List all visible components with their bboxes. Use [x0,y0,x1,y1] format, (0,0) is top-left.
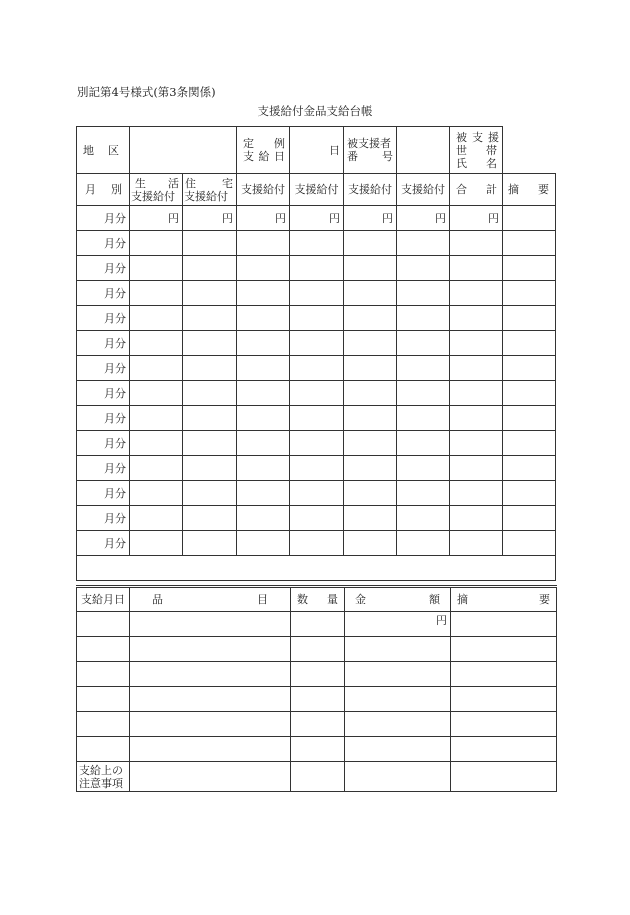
label-char: 品 [152,593,163,606]
amount-cell[interactable] [290,506,344,531]
remarks-header [503,174,556,206]
goods-cell[interactable] [451,637,557,662]
yen-unit: 円 [435,211,446,225]
amount-cell[interactable] [130,481,183,506]
amount-cell[interactable] [183,231,237,256]
month-suffix: 月分 [104,536,126,550]
blank-separator-row [77,556,556,581]
amount-cell[interactable] [130,506,183,531]
day-label: 日 [329,143,340,157]
amount-cell[interactable] [503,456,556,481]
month-label-cell[interactable] [77,206,130,231]
month-suffix: 月分 [104,486,126,500]
month-label-cell[interactable] [77,506,130,531]
amount-cell[interactable] [450,531,503,556]
goods-cell[interactable] [77,687,130,712]
label-char: 別 [111,183,122,196]
header-label: 支給月日 [81,593,125,606]
amount-cell[interactable] [450,256,503,281]
support-label: 支援給付 [294,183,339,196]
support-label: 支援給付 [184,189,228,203]
goods-cell[interactable] [130,712,291,737]
month-label-cell[interactable] [77,456,130,481]
label-char: 支 [243,150,254,163]
amount-cell[interactable] [503,306,556,331]
month-suffix: 月分 [104,511,126,525]
amount-cell[interactable] [237,481,290,506]
amount-cell[interactable] [183,506,237,531]
label-char: 活 [168,176,179,190]
amount-cell[interactable] [397,281,450,306]
amount-cell[interactable] [397,206,450,231]
amount-cell[interactable] [503,406,556,431]
amount-cell[interactable] [130,331,183,356]
label-char: 要 [539,593,550,606]
amount-cell[interactable] [130,381,183,406]
amount-cell[interactable] [503,481,556,506]
amount-cell[interactable] [183,331,237,356]
support-header [397,174,450,206]
amount-cell[interactable] [237,206,290,231]
monthly-rows [77,206,556,556]
amount-cell[interactable] [183,431,237,456]
amount-cell[interactable] [237,431,290,456]
ledger-table [76,126,556,581]
goods-cell[interactable] [451,687,557,712]
amount-cell[interactable] [130,256,183,281]
label-char: 宅 [222,176,233,190]
amount-cell[interactable] [290,306,344,331]
goods-cell[interactable] [130,637,291,662]
label-char: 摘 [508,183,519,196]
recipient-label: 被支援者 [347,137,391,150]
amount-cell[interactable] [290,356,344,381]
goods-cell[interactable] [345,612,451,637]
amount-cell[interactable] [344,356,397,381]
district-char: 区 [108,143,119,157]
goods-remarks-header [451,587,557,612]
amount-cell[interactable] [237,381,290,406]
column-header-row [77,174,556,206]
support-label: 支援給付 [241,183,285,196]
amount-cell[interactable] [503,281,556,306]
goods-cell[interactable] [291,737,345,762]
goods-header-row [77,587,557,612]
amount-cell[interactable] [450,231,503,256]
label-char: 氏 [456,156,467,170]
month-row [77,381,556,406]
goods-cell[interactable] [291,712,345,737]
goods-row [77,662,557,687]
amount-cell[interactable] [450,381,503,406]
goods-cell[interactable] [130,737,291,762]
document-title: 支援給付金品支給台帳 [257,104,373,118]
label-char: 号 [382,150,393,163]
amount-cell[interactable] [130,356,183,381]
amount-cell[interactable] [290,231,344,256]
month-row [77,206,556,231]
label-char: 要 [538,183,549,196]
month-row [77,356,556,381]
month-suffix: 月分 [104,211,126,225]
month-label-cell[interactable] [77,231,130,256]
amount-cell[interactable] [183,531,237,556]
item-header [130,587,291,612]
month-suffix: 月分 [104,436,126,450]
label-char: 量 [327,593,338,606]
goods-cell[interactable] [345,637,451,662]
goods-cell[interactable] [77,637,130,662]
amount-cell[interactable] [450,431,503,456]
amount-cell[interactable] [344,431,397,456]
amount-cell[interactable] [344,281,397,306]
amount-cell[interactable] [237,331,290,356]
amount-cell[interactable] [397,306,450,331]
amount-cell[interactable] [130,456,183,481]
amount-cell[interactable] [130,306,183,331]
amount-cell[interactable] [503,506,556,531]
month-row [77,506,556,531]
amount-cell[interactable] [397,356,450,381]
amount-cell[interactable] [130,531,183,556]
month-row [77,281,556,306]
month-suffix: 月分 [104,411,126,425]
amount-cell[interactable] [290,281,344,306]
month-suffix: 月分 [104,311,126,325]
goods-rows [77,612,557,762]
amount-cell[interactable] [344,456,397,481]
support-label: 支援給付 [401,183,445,196]
goods-cell[interactable] [291,687,345,712]
amount-header [345,587,451,612]
notes-cell[interactable] [130,762,291,792]
label-char: 支 [472,130,483,144]
amount-cell[interactable] [450,206,503,231]
label-char: 名 [486,156,497,170]
amount-cell[interactable] [290,256,344,281]
label-char: 給 [258,150,270,163]
goods-cell[interactable] [451,737,557,762]
quantity-header [291,587,345,612]
total-header [450,174,503,206]
regular-payday-label-cell [237,127,290,174]
notes-label: 注意事項 [79,776,123,790]
yen-unit: 円 [382,211,393,225]
amount-cell[interactable] [183,381,237,406]
amount-cell[interactable] [237,356,290,381]
amount-cell[interactable] [344,256,397,281]
amount-cell[interactable] [130,206,183,231]
notes-cell[interactable] [345,762,451,792]
label-char: 日 [274,150,285,163]
month-suffix: 月分 [104,386,126,400]
label-char: 目 [257,593,268,606]
amount-cell[interactable] [183,356,237,381]
goods-cell[interactable] [451,712,557,737]
goods-cell[interactable] [451,612,557,637]
yen-unit: 円 [275,211,286,225]
month-label-cell[interactable] [77,531,130,556]
amount-cell[interactable] [344,331,397,356]
month-label-cell[interactable] [77,481,130,506]
amount-cell[interactable] [450,306,503,331]
district-char: 地 [83,143,94,157]
goods-cell[interactable] [345,687,451,712]
amount-cell[interactable] [450,506,503,531]
label-char: 番 [347,150,358,163]
amount-cell[interactable] [450,331,503,356]
amount-cell[interactable] [397,506,450,531]
month-row [77,481,556,506]
month-suffix: 月分 [104,261,126,275]
month-label-cell[interactable] [77,406,130,431]
amount-cell[interactable] [237,281,290,306]
month-label-cell[interactable] [77,381,130,406]
amount-cell[interactable] [183,481,237,506]
amount-cell[interactable] [503,331,556,356]
amount-cell[interactable] [344,506,397,531]
label-char: 金 [355,593,366,606]
district-value-cell[interactable] [130,127,237,174]
label-char: 援 [488,130,499,144]
label-char: 定 [243,137,254,150]
form-label: 別記第4号様式(第3条関係) [77,85,216,99]
amount-cell[interactable] [130,406,183,431]
month-suffix: 月分 [104,286,126,300]
label-char: 月 [85,183,96,196]
amount-cell[interactable] [397,331,450,356]
amount-cell[interactable] [290,406,344,431]
amount-cell[interactable] [130,231,183,256]
amount-cell[interactable] [344,406,397,431]
amount-cell[interactable] [290,206,344,231]
goods-table [76,585,557,792]
amount-cell[interactable] [290,381,344,406]
amount-cell[interactable] [397,406,450,431]
month-label-cell[interactable] [77,356,130,381]
yen-unit: 円 [488,211,499,225]
amount-cell[interactable] [130,281,183,306]
amount-cell[interactable] [183,206,237,231]
goods-row [77,737,557,762]
month-row [77,331,556,356]
amount-cell[interactable] [237,256,290,281]
amount-cell[interactable] [237,406,290,431]
yen-unit: 円 [168,211,179,225]
notes-row [77,762,557,792]
goods-cell[interactable] [77,737,130,762]
amount-cell[interactable] [344,381,397,406]
month-label-cell[interactable] [77,306,130,331]
month-label-cell[interactable] [77,281,130,306]
housing-support-header [183,174,237,206]
payment-date-header [77,587,130,612]
amount-cell[interactable] [183,456,237,481]
goods-cell[interactable] [291,637,345,662]
recipient-number-label-cell [344,127,397,174]
goods-row [77,712,557,737]
amount-cell[interactable] [290,431,344,456]
month-row [77,256,556,281]
label-char: 摘 [457,593,468,606]
amount-cell[interactable] [290,331,344,356]
amount-cell[interactable] [450,281,503,306]
amount-cell[interactable] [183,306,237,331]
month-row [77,531,556,556]
amount-cell[interactable] [450,356,503,381]
living-support-header [130,174,183,206]
amount-cell[interactable] [397,531,450,556]
yen-unit: 円 [436,614,447,627]
amount-cell[interactable] [237,231,290,256]
yen-unit: 円 [329,211,340,225]
amount-cell[interactable] [503,256,556,281]
amount-cell[interactable] [397,481,450,506]
label-char: 額 [429,593,440,606]
goods-cell[interactable] [77,662,130,687]
label-char: 数 [297,593,308,606]
amount-cell[interactable] [397,431,450,456]
label-char: 計 [486,183,497,196]
amount-cell[interactable] [344,481,397,506]
amount-cell[interactable] [237,506,290,531]
label-char: 例 [274,137,285,150]
goods-cell[interactable] [345,662,451,687]
month-suffix: 月分 [104,336,126,350]
goods-cell[interactable] [345,712,451,737]
amount-cell[interactable] [183,256,237,281]
month-label-cell[interactable] [77,256,130,281]
label-char: 世 [456,143,467,157]
amount-cell[interactable] [503,531,556,556]
regular-payday-value-cell[interactable] [290,127,344,174]
label-char: 被 [456,130,467,144]
notes-label: 支給上の [79,763,123,777]
label-char: 生 [135,176,146,190]
notes-cell[interactable] [451,762,557,792]
label-char: 帯 [486,143,497,157]
recipient-number-value-cell[interactable] [397,127,450,174]
household-name-label-cell [450,127,503,174]
month-suffix: 月分 [104,361,126,375]
notes-label-cell [77,762,130,792]
month-header [77,174,130,206]
amount-cell[interactable] [237,456,290,481]
goods-cell[interactable] [130,612,291,637]
amount-cell[interactable] [290,531,344,556]
amount-cell[interactable] [344,306,397,331]
goods-row [77,612,557,637]
month-label-cell[interactable] [77,331,130,356]
amount-cell[interactable] [130,431,183,456]
goods-cell[interactable] [130,687,291,712]
amount-cell[interactable] [344,531,397,556]
header-row [77,127,556,174]
amount-cell[interactable] [503,206,556,231]
month-row [77,306,556,331]
amount-cell[interactable] [397,456,450,481]
support-header [290,174,344,206]
amount-cell[interactable] [397,381,450,406]
month-label-cell[interactable] [77,431,130,456]
goods-cell[interactable] [291,662,345,687]
amount-cell[interactable] [290,456,344,481]
amount-cell[interactable] [344,206,397,231]
blank-cell[interactable] [77,556,556,581]
amount-cell[interactable] [397,231,450,256]
amount-cell[interactable] [183,281,237,306]
amount-cell[interactable] [503,231,556,256]
amount-cell[interactable] [503,356,556,381]
goods-row [77,687,557,712]
support-label: 支援給付 [348,183,392,196]
goods-cell[interactable] [77,712,130,737]
goods-cell[interactable] [77,612,130,637]
month-suffix: 月分 [104,461,126,475]
district-label-cell [77,127,130,174]
support-header [344,174,397,206]
amount-cell[interactable] [237,531,290,556]
month-suffix: 月分 [104,236,126,250]
amount-cell[interactable] [450,406,503,431]
yen-unit: 円 [222,211,233,225]
amount-cell[interactable] [450,456,503,481]
goods-cell[interactable] [130,662,291,687]
goods-cell[interactable] [451,662,557,687]
amount-cell[interactable] [397,256,450,281]
support-label: 支援給付 [131,189,175,203]
amount-cell[interactable] [450,481,503,506]
goods-row [77,637,557,662]
month-row [77,456,556,481]
month-row [77,231,556,256]
goods-cell[interactable] [345,737,451,762]
label-char: 合 [456,183,467,196]
amount-cell[interactable] [503,431,556,456]
amount-cell[interactable] [503,381,556,406]
amount-cell[interactable] [344,231,397,256]
support-header [237,174,290,206]
goods-cell[interactable] [291,612,345,637]
month-row [77,431,556,456]
amount-cell[interactable] [290,481,344,506]
month-row [77,406,556,431]
label-char: 住 [185,176,196,190]
amount-cell[interactable] [183,406,237,431]
notes-cell[interactable] [291,762,345,792]
amount-cell[interactable] [237,306,290,331]
